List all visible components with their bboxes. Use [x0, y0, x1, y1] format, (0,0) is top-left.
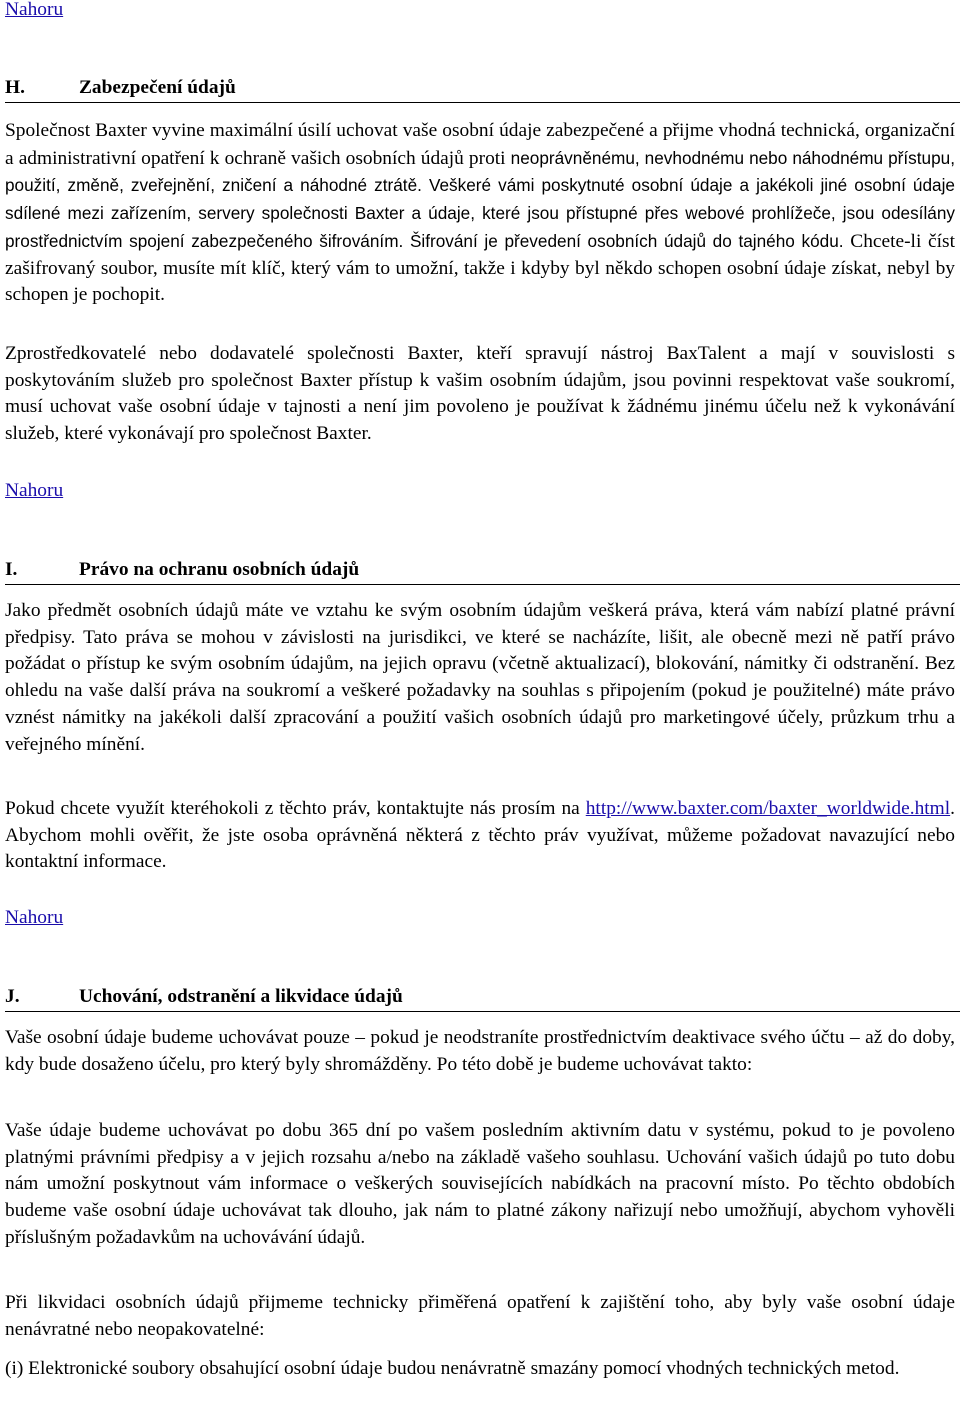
- section-letter: I.: [5, 559, 18, 580]
- section-title: Uchování, odstranění a likvidace údajů: [79, 986, 403, 1007]
- section-heading-i: [5, 558, 960, 585]
- text: Pokud chcete využít kteréhokoli z těchto práv, kontaktujte nás prosím na: [5, 798, 580, 819]
- section-title: Zabezpečení údajů: [79, 77, 236, 98]
- back-to-top-link[interactable]: Nahoru: [5, 0, 64, 20]
- section-title: Právo na ochranu osobních údajů: [79, 559, 360, 580]
- paragraph: Vaše osobní údaje budeme uchovávat pouze – pokud je neodstraníte prostřednictvím deaktivace svého účtu – až do doby, kdy bude dosaženo účelu, pro který byly shromážděny. Po této době je budeme uchovávat takto:: [5, 1027, 955, 1075]
- section-letter: H.: [5, 77, 25, 98]
- baxter-worldwide-link[interactable]: http://www.baxter.com/baxter_worldwide.html: [585, 798, 951, 819]
- paragraph: Jako předmět osobních údajů máte ve vztahu ke svým osobním údajům veškerá práva, která vám nabízí platné právní předpisy. Tato práva se mohou v závislosti na jurisdikci, ve které se nacházíte, lišit, ale obecně mezi ně patří právo požádat o přístup ke svým osobním údajům, na jejich opravu (včetně aktualizací), blokování, námitky či odstranění. Bez ohledu na vaše další práva na soukromí a veškeré požadavky na souhlas s připojením (pokud je použitelné) máte právo vznést námitky na jakékoli další zpracování a použití vašich osobních údajů pro marketingové účely, průzkum trhu a veřejného mínění.: [5, 600, 955, 755]
- back-to-top-link[interactable]: Nahoru: [5, 480, 64, 501]
- back-to-top-link[interactable]: Nahoru: [5, 907, 64, 928]
- paragraph: Zprostředkovatelé nebo dodavatelé společnosti Baxter, kteří spravují nástroj BaxTalent a mají v souvislosti s poskytováním služeb pro společnost Baxter přístup k vašim osobním údajům, jsou povinni respektovat vaše soukromí, musí uchovat vaše osobní údaje v tajnosti a není jim povoleno je používat k žádnému jinému účelu než k vykonávání služeb, které vykonávají pro společnost Baxter.: [5, 343, 955, 445]
- paragraph: [5, 796, 955, 876]
- text: . Abychom mohli ověřit, že jste osoba oprávněná některá z těchto práv využívat, můžeme požadovat navazující nebo kontaktní informace.: [5, 798, 955, 873]
- paragraph: (i) Elektronické soubory obsahující osobní údaje budou nenávratně smazány pomocí vhodných technických metod.: [5, 1358, 900, 1379]
- paragraph: [5, 118, 955, 309]
- section-heading-h: [5, 76, 960, 103]
- section-letter: J.: [5, 986, 20, 1007]
- section-heading-j: [5, 985, 960, 1012]
- text-sans: neoprávněnému, nevhodnému nebo náhodnému přístupu, použití, změně, zveřejnění, zničení a náhodné ztrátě. Veškeré vámi poskytnuté osobní údaje a jakékoli jiné osobní údaje sdílené mezi zařízením, servery společnosti Baxter a údaje, které jsou přístupné přes webové prohlížeče, jsou odesílány prostřednictvím spojení zabezpečeného šifrováním. Šifrování je převedení osobních údajů do tajného kódu.: [5, 147, 955, 251]
- paragraph: Při likvidaci osobních údajů přijmeme technicky přiměřená opatření k zajištění toho, aby byly vaše osobní údaje nenávratné nebo neopakovatelné:: [5, 1292, 955, 1340]
- text-serif: Společnost Baxter vyvine maximální úsilí uchovat vaše osobní údaje zabezpečené a přijme vhodná technická, organizační a administrativní opatření k ochraně vašich osobních údajů proti: [5, 120, 955, 169]
- text-serif-end: Chcete-li číst zašifrovaný soubor, musíte mít klíč, který vám to umožní, takže i kdyby byl někdo schopen osobní údaje získat, nebyl by schopen je pochopit.: [5, 230, 955, 306]
- paragraph: Vaše údaje budeme uchovávat po dobu 365 dní po vašem posledním aktivním datu v systému, pokud to je povoleno platnými právními předpisy a v jejich rozsahu a/nebo na základě vašeho souhlasu. Uchování vašich údajů po tuto dobu nám umožní poskytnout vám informace o veškerých souvisejících nabídkách na pracovní místo. Po těchto obdobích budeme vaše osobní údaje uchovávat tak dlouho, jak nám to platné zákony nařizují nebo umožňují, abychom vyhověli příslušným požadavkům na uchovávání údajů.: [5, 1120, 955, 1248]
